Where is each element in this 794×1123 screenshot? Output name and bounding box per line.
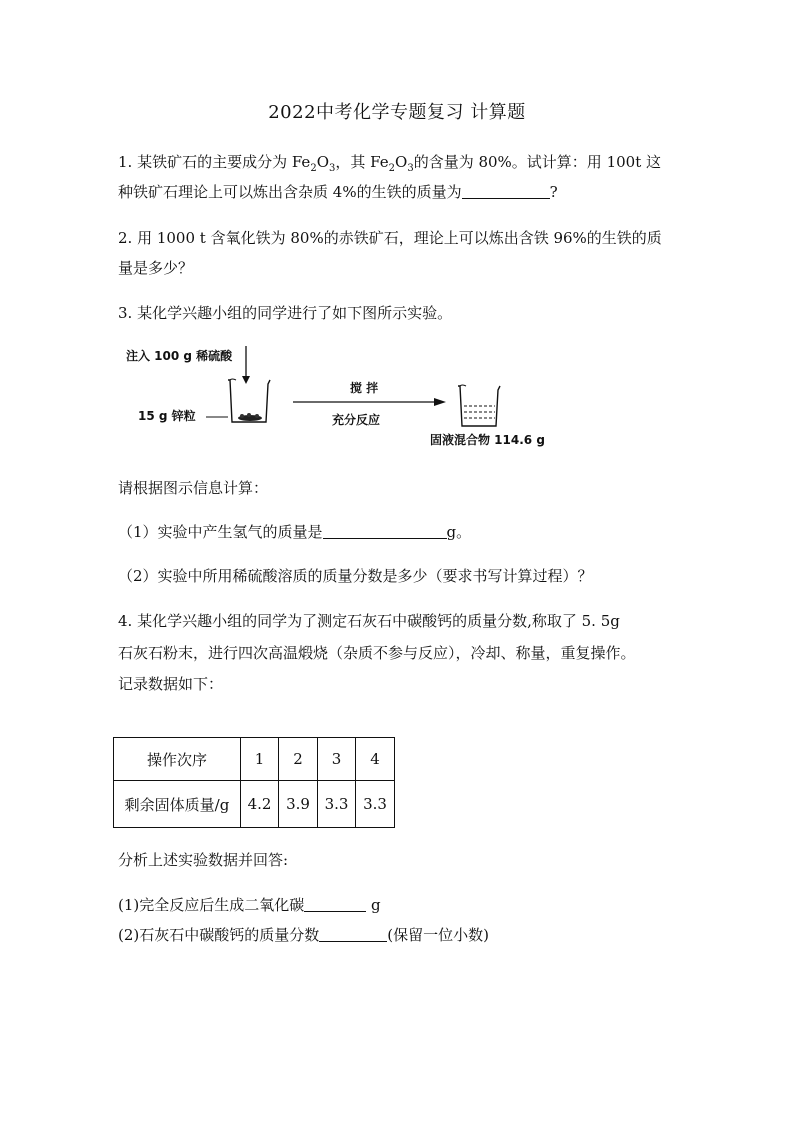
q4-sub1-unit: g [366, 896, 381, 914]
q4-co2-blank[interactable] [304, 896, 366, 912]
q1-sub-1: 2 [310, 163, 317, 174]
q4-line-3: 记录数据如下： [118, 675, 224, 693]
label-mixture: 固液混合物 114.6 g [430, 433, 545, 447]
q1-sub-2: 3 [329, 163, 336, 174]
page-title: 2022中考化学专题复习 计算题 [268, 102, 526, 123]
q3-sub1-text: （1）实验中产生氢气的质量是 [118, 523, 323, 541]
q3-line-1: 3. 某化学兴趣小组的同学进行了如下图所示实验。 [118, 304, 453, 322]
q1-sub-4: 3 [407, 163, 414, 174]
zinc-granule [247, 413, 251, 417]
zinc-granule [255, 414, 259, 418]
experiment-figure [118, 340, 578, 455]
table-header-cell: 操作次序 [114, 738, 241, 781]
q1-line-2 [118, 182, 558, 202]
q4-line-2: 石灰石粉末，进行四次高温煅烧（杂质不参与反应），冷却、称量，重复操作。 [118, 644, 636, 662]
q1-mid-2: O [395, 153, 408, 171]
q1-text-c: 的含量为 80%。试计算：用 100t 这 [413, 153, 661, 171]
q1-text-a: 1. 某铁矿石的主要成分为 Fe [118, 153, 311, 171]
label-react: 充分反应 [332, 413, 381, 427]
table-header-cell: 1 [241, 738, 279, 781]
label-zinc: 15 g 锌粒 [138, 409, 196, 423]
q3-sub-2: （2）实验中所用稀硫酸溶质的质量分数是多少（要求书写计算过程）？ [118, 567, 593, 585]
q1-sub-3: 2 [388, 163, 395, 174]
table-header-cell: 2 [279, 738, 318, 781]
zinc-granule [240, 414, 244, 418]
table-row [114, 781, 395, 828]
table-cell: 3.9 [279, 781, 318, 828]
q3-sub-1 [118, 522, 471, 542]
q2-line-1: 2. 用 1000 t 含氧化铁为 80%的赤铁矿石，理论上可以炼出含铁 96%的生铁的质 [118, 229, 662, 247]
q1-text-b: ，其 Fe [335, 153, 389, 171]
q4-sub1-text: (1)完全反应后生成二氧化碳 [118, 896, 305, 914]
inject-arrow-head [242, 376, 250, 384]
table-cell: 剩余固体质量/g [114, 781, 241, 828]
data-table [113, 737, 395, 828]
q4-line-1: 4. 某化学兴趣小组的同学为了测定石灰石中碳酸钙的质量分数,称取了 5. 5g [118, 612, 620, 630]
q1-text-d: 种铁矿石理论上可以炼出含杂质 4%的生铁的质量为 [118, 183, 462, 201]
q4-sub-2 [118, 925, 489, 945]
table-header-cell: 4 [356, 738, 395, 781]
q1-text-e: ? [549, 183, 558, 201]
q1-line-1 [118, 152, 661, 179]
right-beaker-lip [460, 385, 466, 386]
table-cell: 4.2 [241, 781, 279, 828]
q3-sub1-unit: g。 [446, 523, 472, 541]
q1-answer-blank[interactable] [462, 183, 550, 199]
q4-sub2-text: (2)石灰石中碳酸钙的质量分数 [118, 926, 320, 944]
q3-hydrogen-blank[interactable] [323, 523, 447, 539]
label-stir: 搅 拌 [350, 381, 379, 395]
q4-caco3-blank[interactable] [319, 926, 387, 942]
q3-prompt: 请根据图示信息计算： [118, 479, 269, 497]
left-beaker-lip [230, 379, 236, 380]
table-row [114, 738, 395, 781]
table-header-cell: 3 [318, 738, 356, 781]
q2-line-2: 量是多少？ [118, 259, 194, 277]
table-cell: 3.3 [356, 781, 395, 828]
reaction-arrow-head [434, 398, 446, 406]
q4-sub2-note: (保留一位小数) [387, 926, 489, 944]
q4-prompt: 分析上述实验数据并回答: [118, 851, 289, 869]
q4-sub-1 [118, 895, 381, 915]
table-cell: 3.3 [318, 781, 356, 828]
label-inject-acid: 注入 100 g 稀硫酸 [126, 349, 233, 363]
q1-mid-1: O [316, 153, 330, 171]
